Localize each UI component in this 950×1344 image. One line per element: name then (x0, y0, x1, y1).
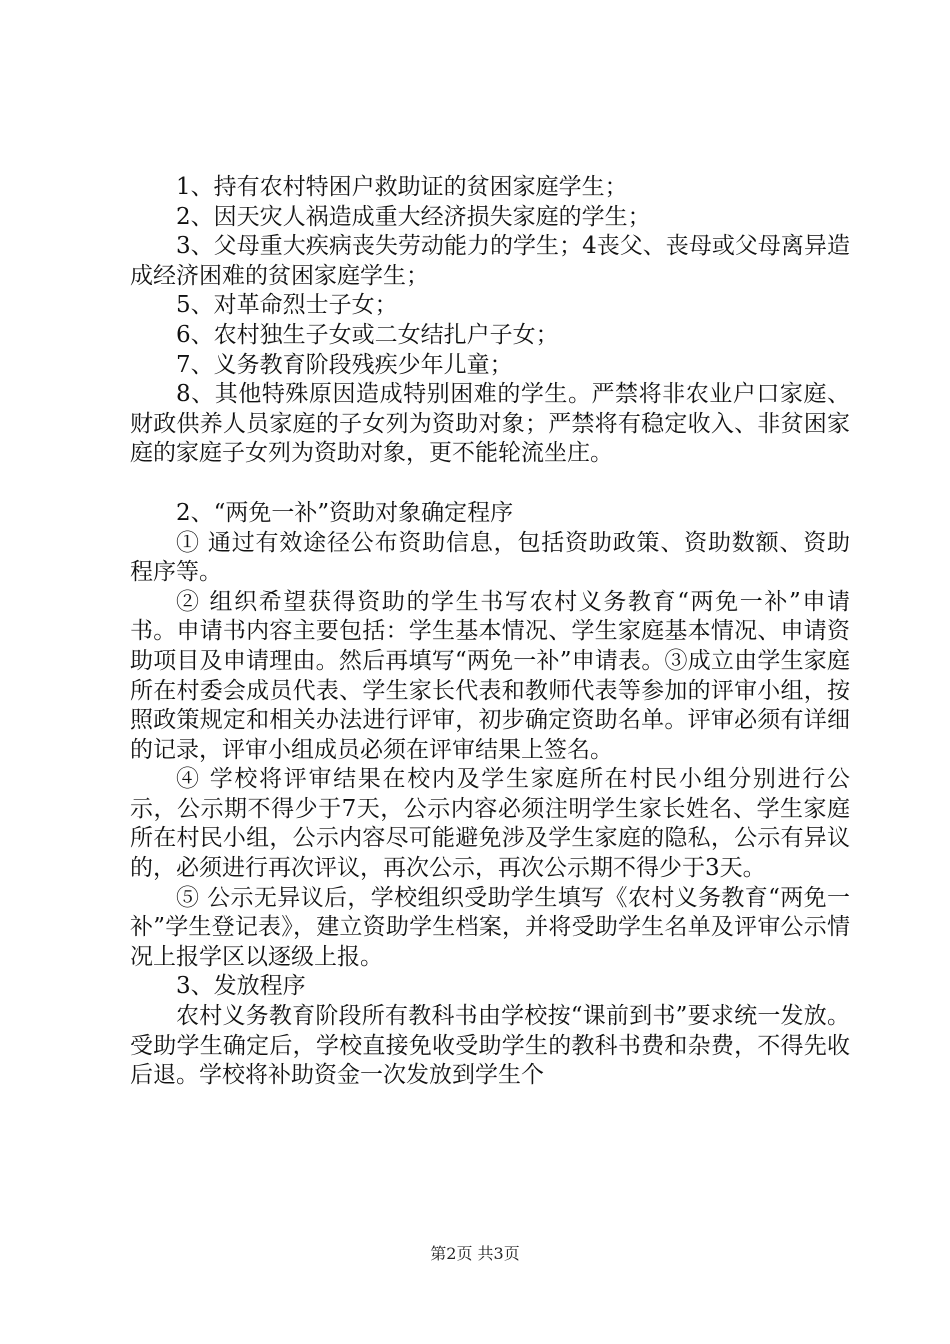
procedure-step-2-3: ② 组织希望获得资助的学生书写农村义务教育“两免一补”申请书。申请书内容主要包括：学生基本情况、学生家庭基本情况、申请资助项目及申请理由。然后再填写“两免一补”申请表。③成立由学生家庭所在村委会成员代表、学生家长代表和教师代表等参加的评审小组，按照政策规定和相关办法进行评审，初步确定资助名单。评审必须有详细的记录，评审小组成员必须在评审结果上签名。 (130, 588, 850, 763)
paragraph-1: 1、持有农村特困户救助证的贫困家庭学生； (176, 174, 628, 200)
section-gap (130, 469, 850, 499)
section-heading-3: 3、发放程序 (176, 973, 306, 1000)
paragraph-2: 2、因天灾人祸造成重大经济损失家庭的学生； (176, 203, 651, 230)
paragraph-6: 7、义务教育阶段残疾少年儿童； (176, 351, 513, 378)
paragraph-7: 8、其他特殊原因造成特别困难的学生。严禁将非农业户口家庭、财政供养人员家庭的子女列为资助对象；严禁将有稳定收入、非贫困家庭的家庭子女列为资助对象，更不能轮流坐庄。 (130, 381, 850, 467)
distribution-paragraph: 农村义务教育阶段所有教科书由学校按“课前到书”要求统一发放。受助学生确定后，学校直接免收受助学生的教科书费和杂费，不得先收后退。学校将补助资金一次发放到学生个 (130, 1003, 850, 1089)
procedure-step-4: ④ 学校将评审结果在校内及学生家庭所在村民小组分别进行公示，公示期不得少于7天，公示内容必须注明学生家长姓名、学生家庭所在村民小组，公示内容尽可能避免涉及学生家庭的隐私，公示有异议的，必须进行再次评议，再次公示，再次公示期不得少于3天。 (130, 766, 850, 882)
paragraph-5: 6、农村独生子女或二女结扎户子女； (176, 321, 559, 348)
document-body (130, 173, 850, 1091)
section-heading-2: 2、“两免一补”资助对象确定程序 (176, 499, 514, 526)
paragraph-3: 3、父母重大疾病丧失劳动能力的学生；4丧父、丧母或父母离异造成经济困难的贫困家庭学生； (130, 233, 850, 289)
paragraph-4: 5、对革命烈士子女； (176, 292, 398, 319)
procedure-step-5: ⑤ 公示无异议后，学校组织受助学生填写《农村义务教育“两免一补”学生登记表》，建立资助学生档案，并将受助学生名单及评审公示情况上报学区以逐级上报。 (130, 884, 850, 970)
procedure-step-1: ① 通过有效途径公布资助信息，包括资助政策、资助数额、资助程序等。 (130, 529, 850, 586)
page-footer: 第2页 共3页 (430, 1244, 520, 1263)
